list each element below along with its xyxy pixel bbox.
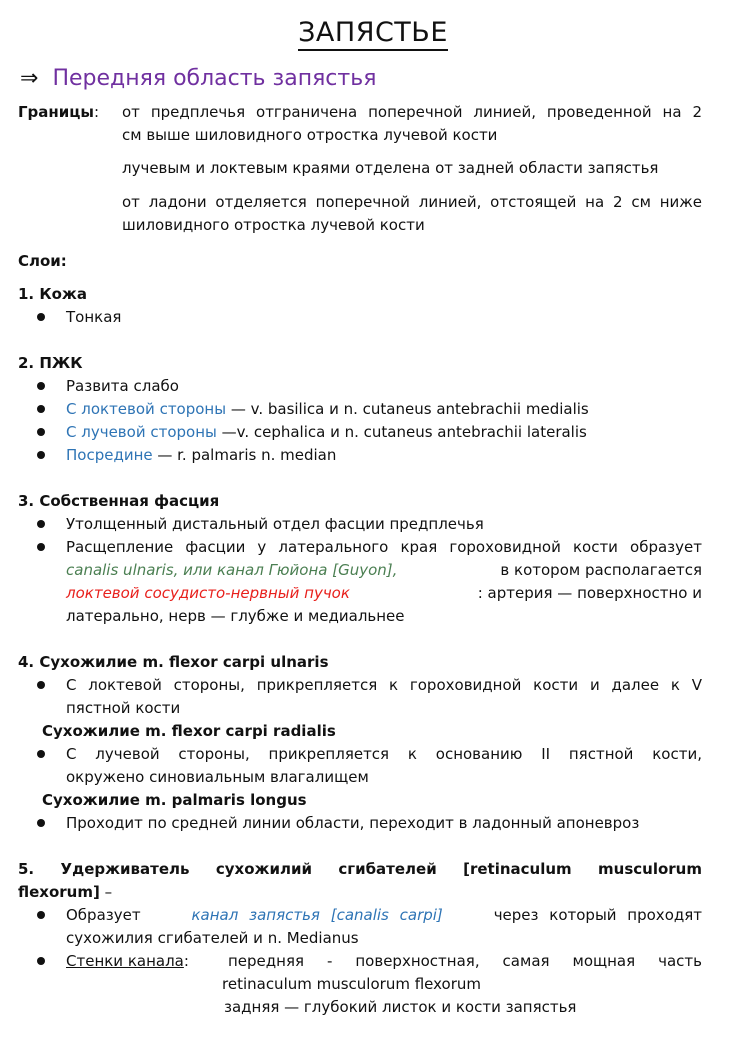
layer-2-heading: 2. ПЖК [18,354,83,372]
layer-2-item-2: С локтевой стороны — v. basilica и n. cutaneus antebrachii medialis [66,400,589,418]
borders-line-1b: см выше шиловидного отростка лучевой кости [122,126,498,144]
bullet-icon [37,819,45,827]
bullet-icon [37,957,45,965]
bullet-icon [37,543,45,551]
layer-5-item-1: Образует канал запястья [canalis carpi] через который проходят сухожилия сгибателей и n. Medianus [66,906,702,947]
layer-4-item-2: С лучевой стороны, прикрепляется к основанию II пястной кости, окружено синовиальным влагалищем [66,745,702,786]
layer-2-item-4: Посредине — r. palmaris n. median [66,446,337,464]
bullet-icon [37,451,45,459]
bullet-icon [37,750,45,758]
bullet-icon [37,520,45,528]
section-title: Передняя область запястья [52,66,377,91]
bullet-icon [37,681,45,689]
layer-5-walls-label: Стенки канала: [66,952,189,970]
layer-4-sub-3: Сухожилие m. palmaris longus [42,791,307,809]
layer-4-item-1: С локтевой стороны, прикрепляется к гороховидной кости и далее к V пястной кости [66,676,702,717]
layer-4-heading: 4. Сухожилие m. flexor carpi ulnaris [18,653,329,671]
layer-4-item-3: Проходит по средней линии области, переходит в ладонный апоневроз [66,814,640,832]
layer-5-walls-line-2: retinaculum musculorum flexorum [222,975,481,993]
bullet-icon [37,911,45,919]
bullet-icon [37,313,45,321]
layer-1-item: Тонкая [66,308,122,326]
borders-line-3b: шиловидного отростка лучевой кости [122,216,425,234]
borders-label: Границы: [18,103,100,121]
borders-line-2: лучевым и локтевым краями отделена от задней области запястья [122,159,659,177]
layer-3-item-1: Утолщенный дистальный отдел фасции предплечья [66,515,484,533]
bullet-icon [37,405,45,413]
borders-line-1: от предплечья отграничена поперечной линией, проведенной на 2 [122,103,702,121]
bullet-icon [37,428,45,436]
layer-3-item-2: Расщепление фасции у латерального края гороховидной кости образует canalis ulnaris, или канал Гюйона [Guyon], в котором располагается локтевой сосудисто-нервный пучок : артерия — поверхностно и латерально, нерв — глубже и медиальнее [66,538,702,625]
layer-1-heading: 1. Кожа [18,285,87,303]
bullet-icon [37,382,45,390]
layer-5-walls-line-3: задняя — глубокий листок и кости запястья [224,998,577,1016]
layer-3-heading: 3. Собственная фасция [18,492,220,510]
layer-5-walls-line-1: передняя - поверхностная, самая мощная часть [228,952,702,970]
page-title: ЗАПЯСТЬЕ [0,14,746,52]
layer-2-item-1: Развита слабо [66,377,179,395]
layer-2-item-3: С лучевой стороны —v. cephalica и n. cutaneus antebrachii lateralis [66,423,587,441]
section-heading [20,62,376,96]
layer-5-heading: 5. Удерживатель сухожилий сгибателей [retinaculum musculorum flexorum] – [18,860,702,901]
layers-label: Слои: [18,252,67,270]
layer-4-sub-2: Сухожилие m. flexor carpi radialis [42,722,336,740]
borders-line-3: от ладони отделяется поперечной линией, отстоящей на 2 см ниже [122,193,702,211]
double-arrow-icon: ⇒ [20,66,39,91]
